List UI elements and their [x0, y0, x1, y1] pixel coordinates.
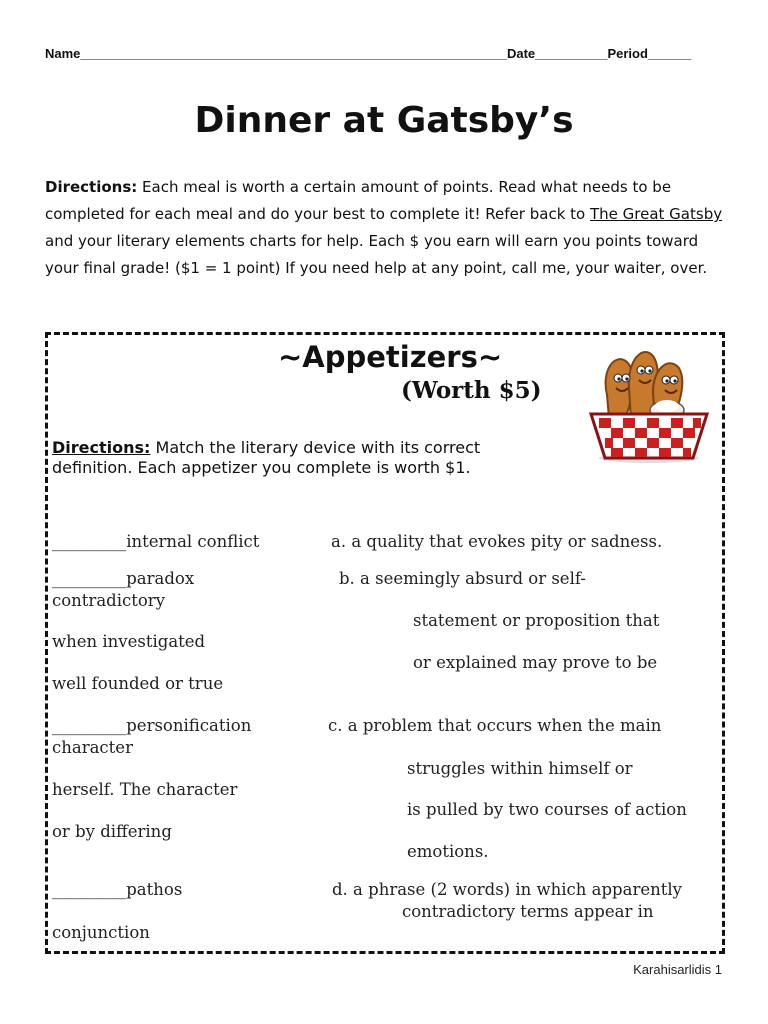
- name-date-period-line[interactable]: Name___________________________________________________________Date__________Period______: [45, 46, 692, 61]
- match-term-line: or by differing: [52, 822, 172, 841]
- match-term-line[interactable]: _________personification: [52, 716, 252, 735]
- match-definition-line: a. a quality that evokes pity or sadness.: [331, 532, 663, 551]
- page-title: Dinner at Gatsby’s: [194, 100, 574, 141]
- directions-text-1: Each meal is worth a certain amount of points. Read what needs to be completed for each meal and do your best to complete it! Refer back to: [45, 178, 672, 223]
- appetizers-directions-label: Directions:: [52, 438, 151, 457]
- match-definition-line: or explained may prove to be: [413, 653, 658, 672]
- match-term-line: character: [52, 738, 133, 757]
- match-definition-line: struggles within himself or: [407, 759, 633, 778]
- match-term-line: herself. The character: [52, 780, 238, 799]
- appetizers-worth: (Worth $5): [401, 377, 542, 404]
- match-definition-line: c. a problem that occurs when the main: [328, 716, 662, 735]
- match-definition-line: statement or proposition that: [413, 611, 660, 630]
- match-definition-line: d. a phrase (2 words) in which apparently: [332, 880, 682, 899]
- appetizers-heading: ~Appetizers~: [278, 340, 503, 374]
- directions-label: Directions:: [45, 178, 138, 196]
- match-term-line[interactable]: _________internal conflict: [52, 532, 260, 551]
- page-footer: Karahisarlidis 1: [633, 962, 722, 977]
- match-term-line: well founded or true: [52, 674, 224, 693]
- appetizers-directions: [52, 438, 480, 478]
- appetizers-directions-text-1: Match the literary device with its correct: [150, 438, 481, 457]
- match-term-line: conjunction: [52, 923, 150, 942]
- match-definition-line: b. a seemingly absurd or self-: [339, 569, 586, 588]
- match-definition-line: is pulled by two courses of action: [407, 800, 687, 819]
- appetizers-directions-line-2: definition. Each appetizer you complete is worth $1.: [52, 458, 471, 477]
- match-term-line[interactable]: _________paradox: [52, 569, 195, 588]
- book-title: The Great Gatsby: [589, 205, 723, 223]
- chicken-tenders-basket-icon: [585, 340, 713, 465]
- match-term-line: when investigated: [52, 632, 206, 651]
- directions-paragraph: [45, 174, 725, 282]
- directions-text-2: and your literary elements charts for help. Each $ you earn will earn you points toward your final grade! ($1 = 1 point) If you need help at any point, call me, your waiter, over.: [45, 232, 708, 277]
- match-definition-line: contradictory terms appear in: [402, 902, 654, 921]
- appetizers-directions-line-1: [52, 438, 480, 458]
- match-term-line[interactable]: _________pathos: [52, 880, 183, 899]
- match-definition-line: emotions.: [407, 842, 489, 861]
- match-term-line: contradictory: [52, 591, 166, 610]
